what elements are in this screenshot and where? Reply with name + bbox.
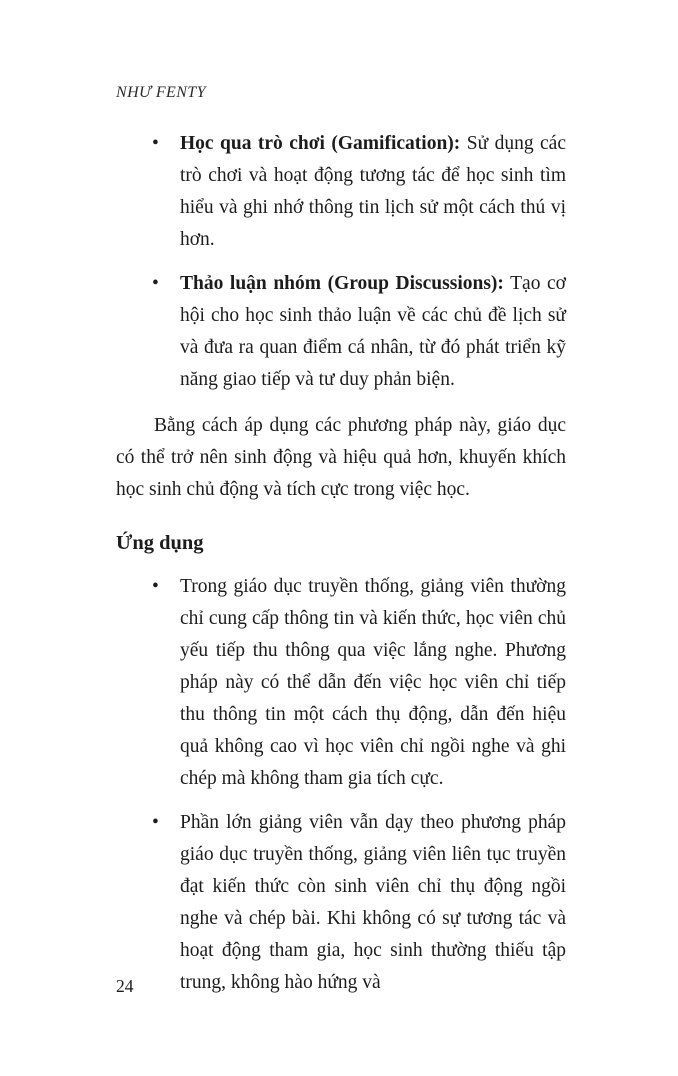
list-item [180,571,566,795]
paragraph: Bằng cách áp dụng các phương pháp này, giáo dục có thể trở nên sinh động và hiệu quả hơn, khuyến khích học sinh chủ động và tích cực trong việc học. [116,415,566,500]
bullet-text: Trong giáo dục truyền thống, giảng viên thường chỉ cung cấp thông tin và kiến thức, học viên chủ yếu tiếp thu thông qua việc lắng nghe. Phương pháp này có thể dẫn đến việc học viên chỉ tiếp thu thông tin một cách thụ động, dẫn đến hiệu quả không cao vì học viên chỉ ngồi nghe và ghi chép mà không tham gia tích cực. [180,576,566,789]
list-item [180,807,566,999]
section-heading: Ứng dụng [116,532,204,554]
bullet-lead: Thảo luận nhóm (Group Discussions): [180,273,504,294]
bullet-lead: Học qua trò chơi (Gamification): [180,133,461,154]
bullet-list-top [116,128,566,396]
bullet-text: Sử dụng các trò chơi và hoạt động tương tác để học sinh tìm hiểu và ghi nhớ thông tin lịch sử một cách thú vị hơn. [180,133,566,250]
page-number: 24 [116,976,134,996]
running-header: NHƯ FENTY [116,84,206,101]
list-item [180,128,566,256]
list-item [180,268,566,396]
bullet-text: Tạo cơ hội cho học sinh thảo luận về các chủ đề lịch sử và đưa ra quan điểm cá nhân, từ đó phát triển kỹ năng giao tiếp và tư duy phản biện. [180,273,566,390]
bullet-list-bottom [116,571,566,999]
bullet-text: Phần lớn giảng viên vẫn dạy theo phương pháp giáo dục truyền thống, giảng viên liên tục truyền đạt kiến thức còn sinh viên chỉ thụ động ngồi nghe và chép bài. Khi không có sự tương tác và hoạt động tham gia, học sinh thường thiếu tập trung, không hào hứng và [180,812,566,993]
